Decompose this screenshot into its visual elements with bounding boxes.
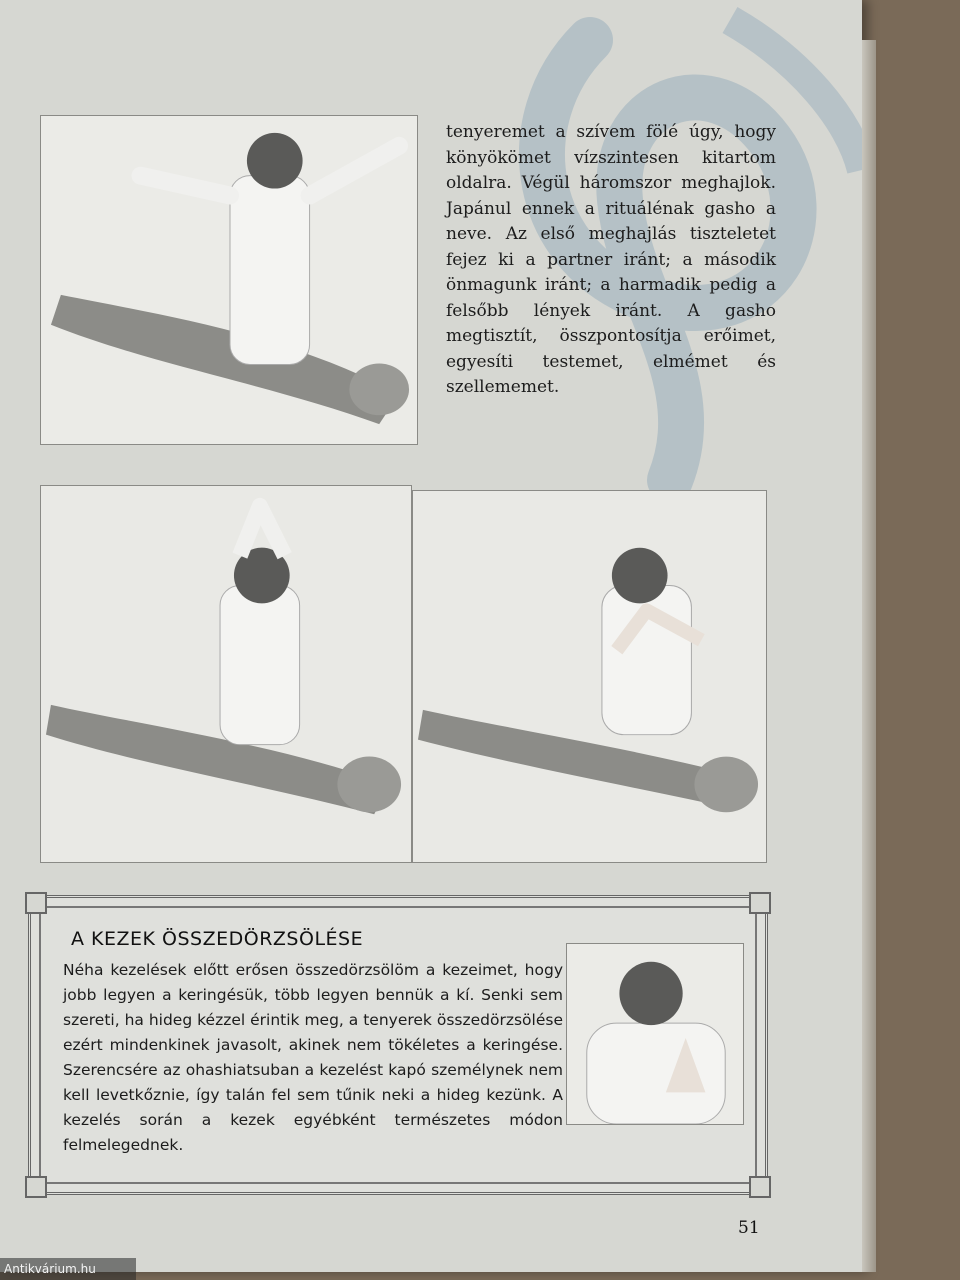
photo-hands-rubbing xyxy=(566,943,744,1125)
sidebar-box xyxy=(28,895,768,1195)
watermark: Antikvárium.hu xyxy=(0,1258,136,1280)
corner-ornament xyxy=(25,892,47,914)
page-number: 51 xyxy=(738,1218,760,1238)
corner-ornament xyxy=(25,1176,47,1198)
photo-gasho-arms-raised xyxy=(40,115,418,445)
photo-gasho-hands-chest xyxy=(412,490,767,863)
photo-gasho-hands-overhead xyxy=(40,485,412,863)
intro-paragraph: tenyeremet a szívem fölé úgy, hogy könyökömet vízszintesen kitartom oldalra. Végül háromszor meghajlok. Japánul ennek a rituálénak gasho a neve. Az első meghajlás tiszteletet fejez ki a partner iránt; a második önmagunk iránt; a harmadik pedig a felsőbb lények iránt. A gasho megtisztít, összpontosítja erőimet, egyesíti testemet, elmémet és szellememet. xyxy=(446,122,776,397)
page-edge xyxy=(862,40,876,1272)
sidebar-paragraph: Néha kezelések előtt erősen összedörzsölöm a kezeimet, hogy jobb legyen a keringésük, több legyen bennük a kí. Senki sem szereti, ha hideg kézzel érintik meg, a tenyerek összedörzsölése ezért mindenkinek javasolt, akinek nem tökéletes a keringése. Szerencsére az ohashiatsuban a kezelést kapó személynek nem kell levetkőznie, így talán fel sem tűnik neki a hideg kezünk. A kezelés során a kezek egyébként természetes módon felmelegednek. xyxy=(63,961,563,1154)
sidebar-title: A KEZEK ÖSSZEDÖRZSÖLÉSE xyxy=(71,928,364,950)
corner-ornament xyxy=(749,892,771,914)
corner-ornament xyxy=(749,1176,771,1198)
